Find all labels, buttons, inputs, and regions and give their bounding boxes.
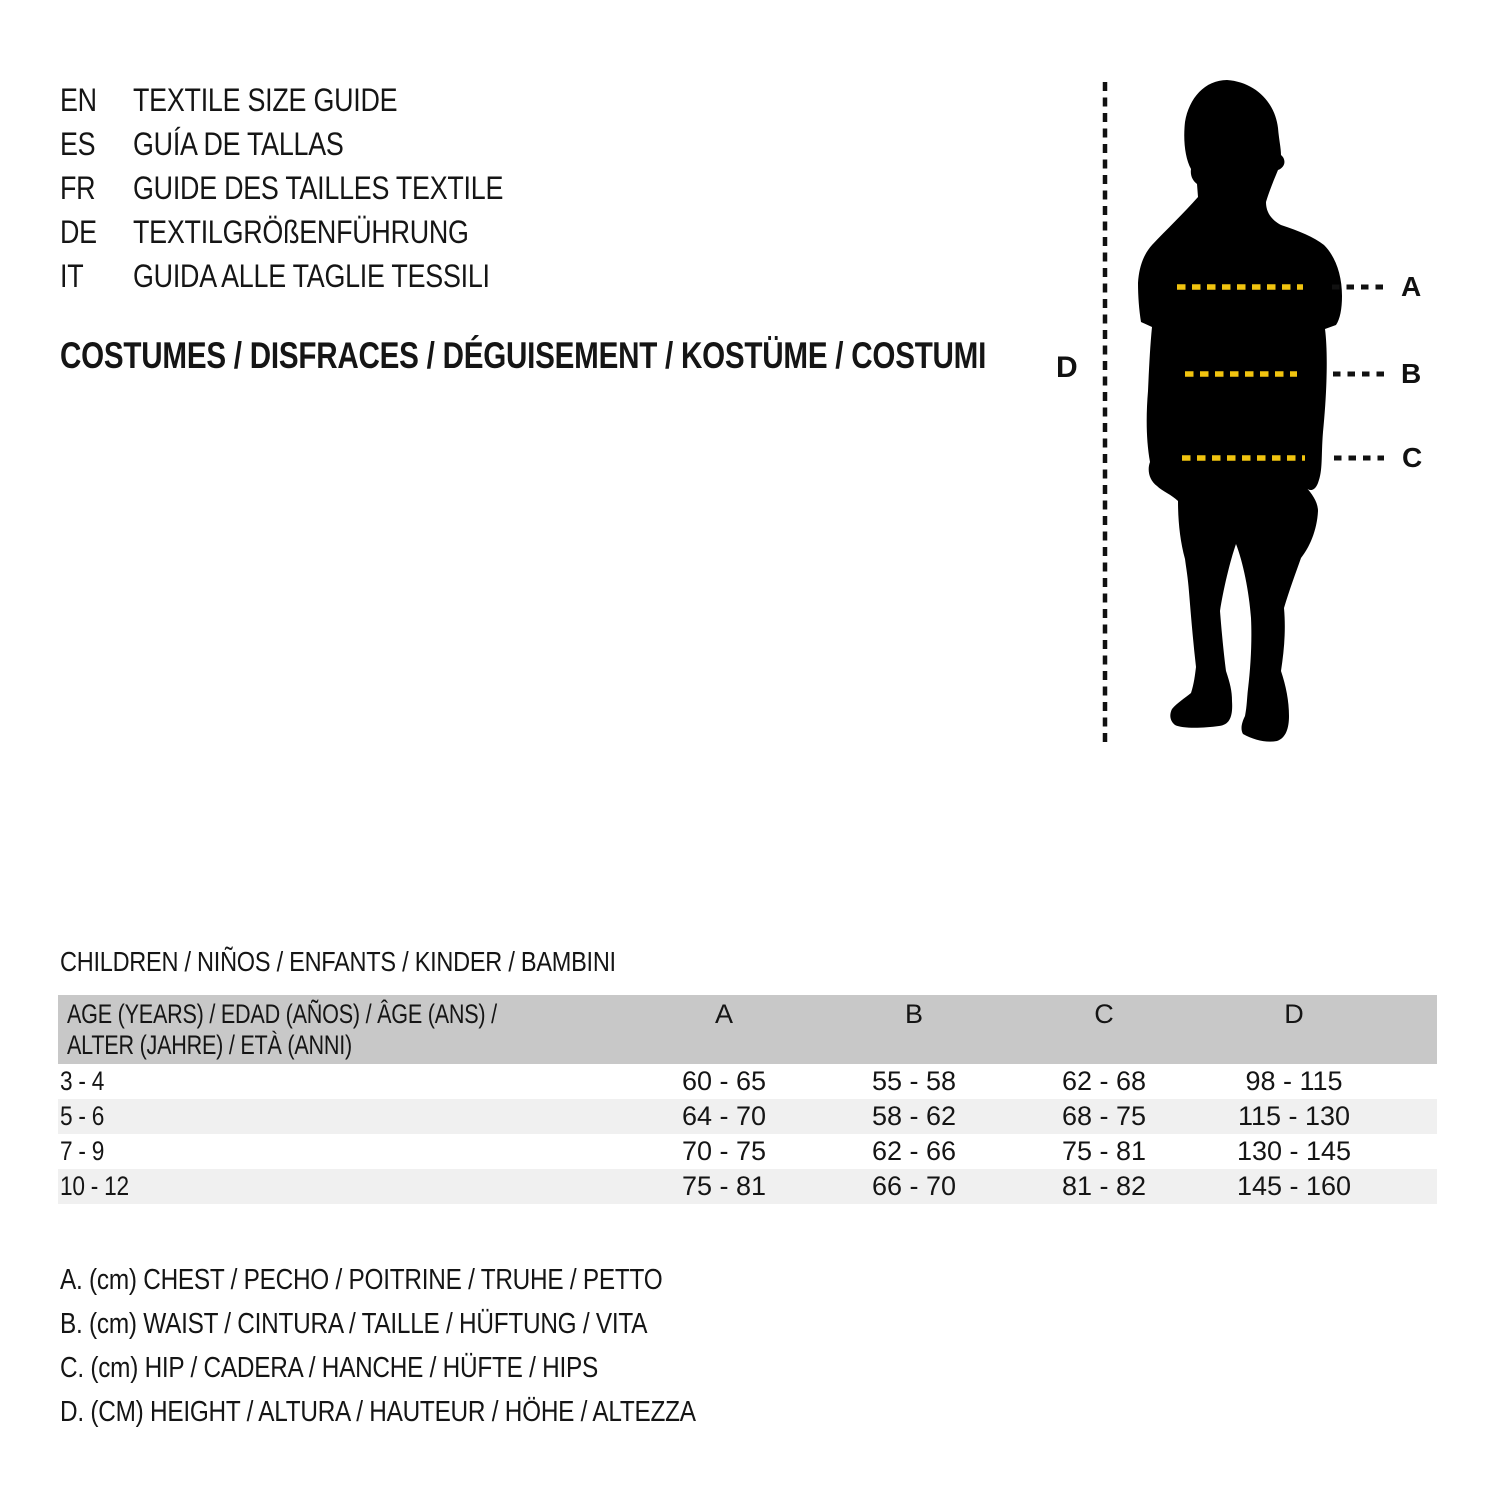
language-code: IT (60, 257, 84, 294)
label-hip-c: C (1402, 442, 1423, 473)
chest-cell: 75 - 81 (681, 1171, 767, 1201)
height-cell: 98 - 115 (1245, 1066, 1343, 1096)
category-title-text: COSTUMES / DISFRACES / DÉGUISEMENT / KOSTÜME / COSTUMI (60, 335, 987, 376)
hip-cell: 81 - 82 (1061, 1171, 1147, 1201)
age-cell: 3 - 4 (60, 1066, 105, 1096)
language-code: DE (60, 213, 97, 250)
language-title-list (60, 78, 574, 298)
column-header-d: D (1199, 995, 1389, 1064)
hip-cell: 68 - 75 (1061, 1101, 1147, 1131)
hip-cell: 75 - 81 (1061, 1136, 1147, 1166)
language-title: GUIDE DES TAILLES TEXTILE (133, 169, 504, 206)
age-header-line1: AGE (YEARS) / EDAD (AÑOS) / ÂGE (ANS) / (67, 999, 497, 1029)
column-header-a: A (629, 995, 819, 1064)
language-row (60, 166, 574, 210)
table-row (58, 1064, 1437, 1099)
language-row (60, 254, 574, 298)
column-header-b: B (819, 995, 1009, 1064)
language-code: EN (60, 81, 97, 118)
hip-cell: 62 - 68 (1061, 1066, 1147, 1096)
height-cell: 115 - 130 (1237, 1101, 1351, 1131)
table-row (58, 1134, 1437, 1169)
language-row (60, 78, 574, 122)
legend-item-chest: A. (cm) CHEST / PECHO / POITRINE / TRUHE / PETTO (60, 1263, 663, 1296)
children-size-table (58, 995, 1437, 1204)
children-section-title (60, 946, 722, 978)
children-section-title-text: CHILDREN / NIÑOS / ENFANTS / KINDER / BAMBINI (60, 946, 616, 977)
age-cell: 10 - 12 (60, 1171, 129, 1201)
language-title: TEXTILE SIZE GUIDE (133, 81, 398, 118)
language-code: FR (60, 169, 96, 206)
height-cell: 145 - 160 (1236, 1171, 1352, 1201)
age-header-line2: ALTER (JAHRE) / ETÀ (ANNI) (67, 1030, 352, 1060)
chest-cell: 70 - 75 (681, 1136, 767, 1166)
language-title: GUÍA DE TALLAS (133, 125, 344, 162)
legend-item-hip: C. (cm) HIP / CADERA / HANCHE / HÜFTE / HIPS (60, 1351, 598, 1384)
age-column-header (58, 995, 629, 1064)
waist-cell: 58 - 62 (871, 1101, 957, 1131)
chest-cell: 64 - 70 (681, 1101, 767, 1131)
chest-cell: 60 - 65 (681, 1066, 767, 1096)
waist-cell: 55 - 58 (871, 1066, 957, 1096)
table-header-row (58, 995, 1437, 1064)
label-height-d: D (1056, 351, 1078, 384)
row-spacer (1389, 1169, 1437, 1204)
table-row (58, 1169, 1437, 1204)
age-cell: 7 - 9 (60, 1136, 105, 1166)
legend-item-waist: B. (cm) WAIST / CINTURA / TAILLE / HÜFTUNG / VITA (60, 1307, 648, 1340)
age-cell: 5 - 6 (60, 1101, 105, 1131)
row-spacer (1389, 1134, 1437, 1169)
language-row (60, 122, 574, 166)
language-title: TEXTILGRÖßENFÜHRUNG (133, 213, 469, 250)
height-cell: 130 - 145 (1236, 1136, 1352, 1166)
label-chest-a: A (1401, 271, 1422, 302)
measurement-figure (1050, 70, 1460, 760)
measurement-legend (60, 1258, 817, 1434)
table-row (58, 1099, 1437, 1134)
row-spacer (1389, 1064, 1437, 1099)
waist-cell: 66 - 70 (871, 1171, 957, 1201)
label-waist-b: B (1401, 358, 1422, 389)
row-spacer (1389, 1099, 1437, 1134)
child-silhouette (1138, 80, 1342, 742)
column-header-c: C (1009, 995, 1199, 1064)
language-code: ES (60, 125, 96, 162)
category-title (60, 335, 1218, 377)
legend-item-height: D. (CM) HEIGHT / ALTURA / HAUTEUR / HÖHE / ALTEZZA (60, 1395, 696, 1428)
waist-cell: 62 - 66 (871, 1136, 957, 1166)
header-spacer (1389, 995, 1437, 1064)
language-title: GUIDA ALLE TAGLIE TESSILI (133, 257, 490, 294)
language-row (60, 210, 574, 254)
